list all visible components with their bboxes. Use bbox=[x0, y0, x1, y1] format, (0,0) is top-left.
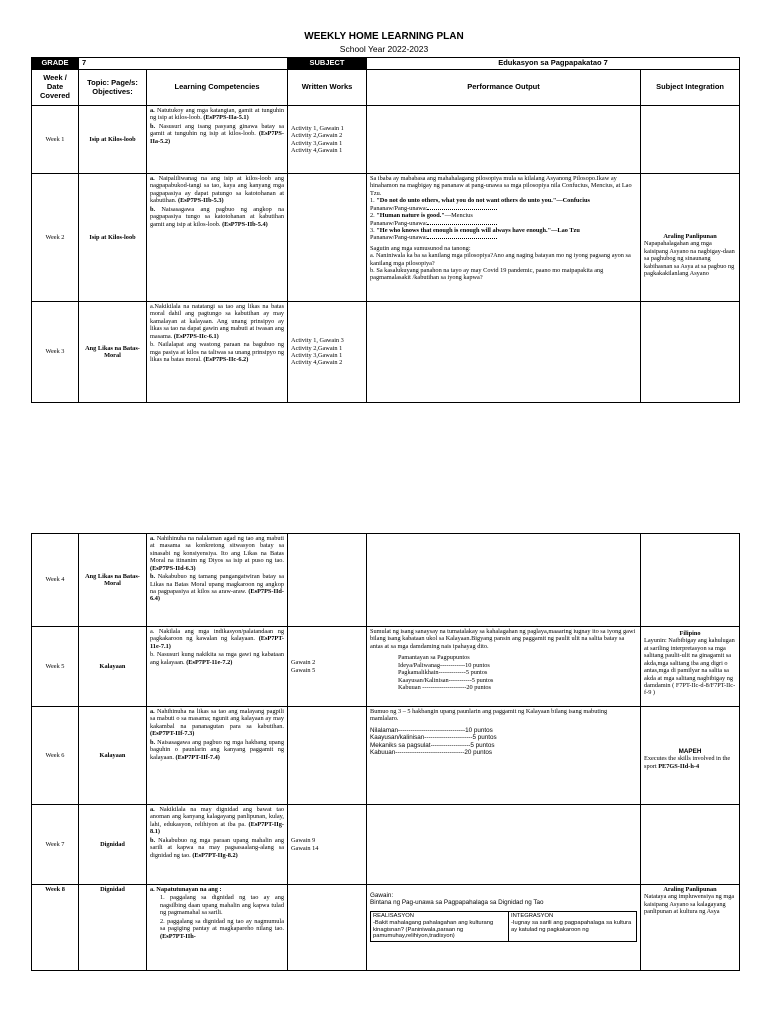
week-cell: Week 4 bbox=[32, 534, 79, 627]
competency-a: a. Natutukoy ang mga katangian, gamit at tunguhin ng isip at kilos-loob. (EsP7PS-IIa-5.1) bbox=[150, 107, 285, 122]
competency-a: a.Nakikilala na natatangi sa tao ang likas na batas moral dahil ang pagtungo sa kabutihan ay may kamalayan at kalayaan. Ang unang prinsipyo ay likas sa tao na dapat gawin ang mabuti at iwasan ang masama. (EsP7PS-IIc-6.1) bbox=[150, 303, 285, 340]
competency-a: a. Nahihinuha na likas sa tao ang malayang pagpili sa mabuti o sa masama; ngunit ang kalayaan ay may kakambal na pananagutan para sa kabutihan. (EsP7PT-IIf-7.3) bbox=[150, 708, 284, 738]
integration-cell bbox=[641, 534, 740, 627]
competency-a: a. Nahihinuha na nalalaman agad ng tao ang mabuti at masama sa konkretong sitwasyon batay sa sinasabi ng konsiyensiya. Ito ang Likas na Batas Moral na itinanim ng Diyos sa isip at puso ng tao. (EsP7PS-IId-6.3) bbox=[150, 535, 285, 572]
written-works-cell: Activity 1, Gawain 3 Activity 2,Gawain 1 Activity 3,Gawain 1 Activity 4,Gawain 2 bbox=[288, 302, 367, 403]
competency-b: b. Nakabubuo ng tamang pangangatwiran batay sa Likas na Batas Moral upang magkaroon ng angkop na pagpapasiya at kilos sa araw-araw. (EsP7PS-IId-6.4) bbox=[150, 573, 285, 603]
competency-b: b. Nakabubuo ng mga paraan upang mahalin ang sarili at kapwa na may pagsasaalang-alang sa dignidad ng tao. (EsP7PT-IIg-8.2) bbox=[150, 836, 284, 859]
integration-cell: MAPEH Executes the skills involved in the sport PE7GS-IId-h-4 bbox=[641, 707, 740, 805]
box-integrasyon: INTEGRASYON -Iugnay sa sarili ang pagpapahalaga sa kultura ay katulad ng pagkakaroon ng bbox=[509, 911, 637, 941]
competencies-cell bbox=[147, 627, 288, 707]
competencies-cell bbox=[147, 174, 288, 302]
written-works-cell bbox=[288, 174, 367, 302]
header-week: Week / Date Covered bbox=[32, 70, 79, 106]
topic-cell: Isip at Kilos-loob bbox=[79, 174, 147, 302]
performance-cell bbox=[367, 534, 641, 627]
competencies-cell bbox=[147, 805, 288, 885]
competencies-cell bbox=[147, 885, 288, 971]
header-competencies: Learning Competencies bbox=[147, 70, 288, 106]
table-row bbox=[32, 302, 740, 403]
performance-cell: Bumuo ng 3 – 5 hakbangin upang paunlarin ang paggamit ng Kalayaan bilang isang mabuting mamlalaro. Nilalaman--------------------------------10 puntos Kaayusan/kalinisan-----------------------5 puntos Mekaniks sa pagsulat-------------------5 puntos Kabuuan---------------------------------20 puntos bbox=[367, 707, 641, 805]
competencies-cell bbox=[147, 707, 288, 805]
written-works-cell: Activity 1, Gawain 1 Activity 2,Gawain 2 Activity 3,Gawain 1 Activity 4,Gawain 1 bbox=[288, 106, 367, 174]
competency-1: 1. paggalang sa dignidad ng tao ay ang nagsilbing daan upang mahalin ang kapwa tulad ng pagmamahal sa sarili. bbox=[160, 894, 284, 917]
table-row bbox=[32, 534, 740, 627]
header-performance: Performance Output bbox=[367, 70, 641, 106]
table-row bbox=[32, 627, 740, 707]
integration-title: MAPEH bbox=[678, 748, 702, 755]
week-cell: Week 7 bbox=[32, 805, 79, 885]
performance-cell bbox=[367, 805, 641, 885]
competency-b: b. Nailalapat ang wastong paraan na bagubuo ng mga pasiya at kilos na taliwas sa unang prinsipyo ng likas na batas moral. (EsP7PS-IIc-6.2) bbox=[150, 341, 285, 363]
integration-cell bbox=[641, 805, 740, 885]
topic-cell: Ang Likas na Batas-Moral bbox=[79, 534, 147, 627]
subject-value: Edukasyon sa Pagpapakatao 7 bbox=[367, 58, 740, 70]
subject-label: SUBJECT bbox=[288, 58, 367, 70]
topic-cell: Ang Likas na Batas-Moral bbox=[79, 302, 147, 403]
competencies-cell bbox=[147, 534, 288, 627]
week-cell: Week 2 bbox=[32, 174, 79, 302]
competency-b: b. Naisasagawa ang pagbuo ng angkop na pagpapasiya tungo sa katotohanan at kabutihan gamit ang isip at kilos-loob. (EsP7PS-IIb-5.4) bbox=[150, 205, 285, 228]
integration-cell: Filipino Layunin: Naibibigay ang kahulugan at sariling interpretasyon sa mga salitang paulit-ulit na ginagamit sa akda,mga salitang iba ang digri o antas,mga di pamilyar na salita sa akda at mga salitang nagbibigay ng damdamin ( F7PT-IIc-d-8/F7PT-IIc-f-9 ) bbox=[641, 627, 740, 707]
topic-cell: Kalayaan bbox=[79, 707, 147, 805]
performance-cell: Sumulat ng isang sanaysay na tumatalakay sa kahalagahan ng paglaya,maaaring iugnay ito sa iyong gawi bilang isang kabataan ukol sa Kalayaan.Bigyang pansin ang paggamit ng paulit ulit na salita batay sa antas at sa mga damdaming nais ipahayag dito. Pamantayan sa Pagpupuntos Ideya/Paliwanag------------10 puntos Pagkamalikhain-------------5 puntos Kaayusan/Kalinisan-----------5 puntos Kabuuan ---------------------20 puntos bbox=[367, 627, 641, 707]
table-row bbox=[32, 885, 740, 971]
topic-cell: Dignidad bbox=[79, 885, 147, 971]
performance-cell bbox=[367, 106, 641, 174]
week-cell: Week 1 bbox=[32, 106, 79, 174]
competency-b: b. Naisasagawa ang pagbuo ng mga hakbang upang baguhin o paunlarin ang kanyang paggamit ng kalayaan. (EsP7PT-IIf-7.4) bbox=[150, 738, 284, 761]
integration-title: Filipino bbox=[679, 630, 701, 637]
table-row bbox=[32, 174, 740, 302]
header-topic: Topic: Page/s: Objectives: bbox=[79, 70, 147, 106]
topic-cell: Kalayaan bbox=[79, 627, 147, 707]
competency-a: a. Naipaliliwanag na ang isip at kilos-loob ang nagpapabukod-tangi sa tao, kaya ang kanyang mga pagpapasiya ay dapat patungo sa katotohanan at kabutihan. (EsP7PS-IIb-5.3) bbox=[150, 175, 285, 205]
table-row bbox=[32, 707, 740, 805]
competencies-cell bbox=[147, 302, 288, 403]
integration-title: Araling Panlipunan bbox=[663, 886, 717, 893]
topic-cell: Isip at Kilos-loob bbox=[79, 106, 147, 174]
competencies-cell bbox=[147, 106, 288, 174]
performance-cell: Gawain: Bintana ng Pag-unawa sa Pagpapahalaga sa Dignidad ng Tao REALISASYON -Bakit mahalagang pahalagahan ang kulturang kinagisnan? (Paniniwala,paraan ng pamumuhay,relihiyon,tradisyon) INTEGRASYON -Iugnay sa sarili ang pagpapahalaga sa kultura ay katulad ng pagkakaroon ng bbox=[367, 885, 641, 971]
performance-cell: Sa ibaba ay mababasa ang mahahalagang pilosopiya mula sa kilalang Asyanong Pilosopo.Ikaw ay hinahamon na magbigay ng pananaw at pang-unawa sa mga pilosopiya nila Confucius, Mencius, at Lao Tzu. 1. "Do not do unto others, what you do not want others do unto you."—Confucius Pananaw/Pang-unawa: 2. "Human nature is good."—Mencius Pananaw/Pang-unawa: 3. "He who knows that enough is enough will always have enough."—Lao Tzu Pananaw/Pang-unawa: Sagutin ang mga sumusunod na tanong: a. Naniniwala ka ba sa kanilang mga pilosopiya?Ano ang naging batayan mo ng iyong pagsang ayon sa kanilang mga pilosopiya? b. Sa kasalukuyang panahon na tayo ay may Covid 19 pandemic, paano mo maipapakita ang pagmamalasakit /kabutihan sa iyong kapwa? bbox=[367, 174, 641, 302]
integration-cell: Araling Panlipunan Napapahalagahan ang mga kaisipang Asyano na nagbigay-daan sa paghubog ng sinaunang kabihasnan sa Asya at sa pagbuo ng pagkakakilanlang Asyano bbox=[641, 174, 740, 302]
written-works-cell bbox=[288, 534, 367, 627]
school-year: School Year 2022-2023 bbox=[339, 44, 429, 54]
performance-cell bbox=[367, 302, 641, 403]
competency-head: a. Napatutunayan na ang : bbox=[150, 886, 222, 893]
integration-cell bbox=[641, 106, 740, 174]
box-realisasyon: REALISASYON -Bakit mahalagang pahalagahan ang kulturang kinagisnan? (Paniniwala,paraan ng pamumuhay,relihiyon,tradisyon) bbox=[371, 911, 509, 941]
realisasyon-integrasyon-box bbox=[370, 911, 637, 942]
grade-label: GRADE bbox=[32, 58, 79, 70]
competency-2: 2. paggalang sa dignidad ng tao ay nagmumula sa pagiging pantay at magkapareho nilang tao. (EsP7PT-IIh- bbox=[160, 917, 285, 940]
integration-cell bbox=[641, 302, 740, 403]
competency-a: a. Nakilala ang mga indikasyon/palatandaan ng pagkakaroon ng kawalan ng kalayaan. (EsP7PT-11e-7.1) bbox=[150, 628, 284, 650]
written-works-cell bbox=[288, 885, 367, 971]
table-row bbox=[32, 805, 740, 885]
week-cell: Week 8 bbox=[32, 885, 79, 971]
written-works-cell bbox=[288, 707, 367, 805]
plan-table-1 bbox=[31, 57, 740, 403]
integration-title: Araling Panlipunan bbox=[663, 233, 717, 240]
week-cell: Week 6 bbox=[32, 707, 79, 805]
table-row bbox=[32, 106, 740, 174]
competency-a: a. Nakikilala na may dignidad ang bawat tao anoman ang kanyang kalagayang panlipunan, kulay, lahi, edukasyon, relihiyon at iba pa. (EsP7PT-IIg-8.1) bbox=[150, 806, 285, 836]
written-works-cell: Gawain 2 Gawain 5 bbox=[288, 627, 367, 707]
competency-b: b. Nasusuri ang isang pasyang ginawa batay sa gamit at tunguhin ng isip at kilos-loob. (EsP7PS-IIa-5.2) bbox=[150, 122, 285, 145]
grade-value: 7 bbox=[79, 58, 288, 70]
integration-cell: Araling Panlipunan Natataya ang impluwensiya ng mga kaisipang Asyano sa kalagayang panlipunan at kultura ng Asya bbox=[641, 885, 740, 971]
topic-cell: Dignidad bbox=[79, 805, 147, 885]
header-integration: Subject Integration bbox=[641, 70, 740, 106]
week-cell: Week 3 bbox=[32, 302, 79, 403]
competency-b: b. Nasusuri kung nakikita sa mga gawi ng kabataan ang kalayaan. (EsP7PT-11e-7.2) bbox=[150, 651, 285, 666]
week-cell: Week 5 bbox=[32, 627, 79, 707]
written-works-cell: Gawain 9 Gawain 14 bbox=[288, 805, 367, 885]
page-title: WEEKLY HOME LEARNING PLAN bbox=[304, 31, 464, 42]
header-written: Written Works bbox=[288, 70, 367, 106]
plan-table-2 bbox=[31, 533, 740, 971]
